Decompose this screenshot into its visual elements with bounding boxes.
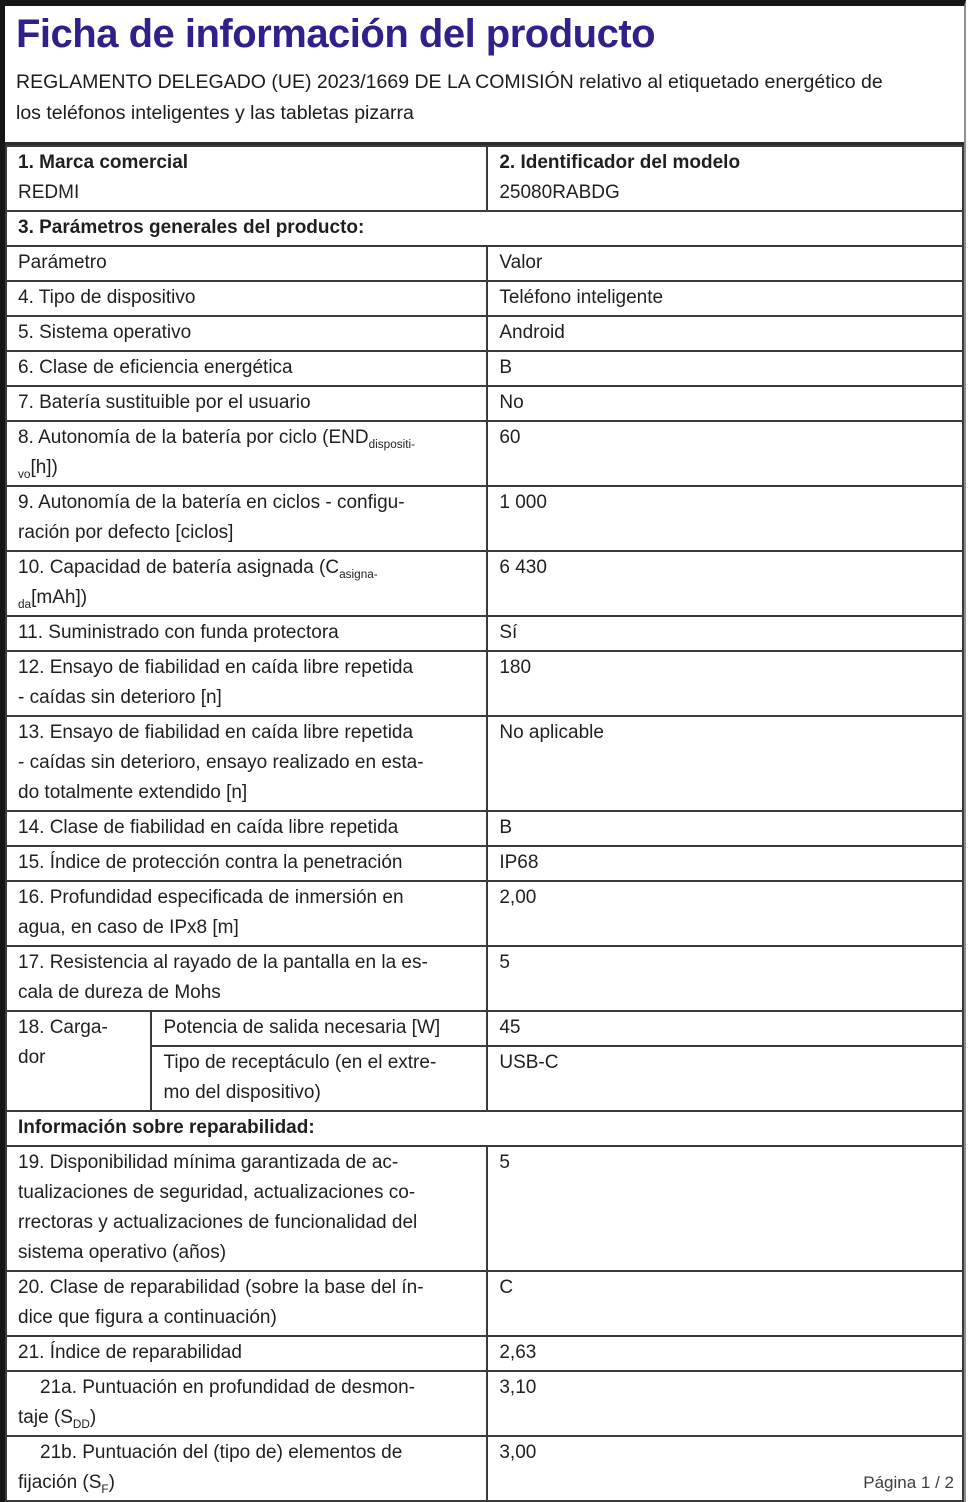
- subtitle-line-2: los teléfonos inteligentes y las tabletas pizarra: [16, 101, 414, 124]
- value-cell: B: [487, 811, 963, 846]
- subtitle-line-1: REGLAMENTO DELEGADO (UE) 2023/1669 DE LA COMISIÓN relativo al etiquetado energético de: [16, 70, 883, 93]
- table-row: [6, 211, 963, 246]
- value-cell: 3,10: [487, 1371, 963, 1436]
- value-cell: C: [487, 1271, 963, 1336]
- value-cell: Sí: [487, 616, 963, 651]
- value-cell: USB-C: [487, 1046, 963, 1111]
- table-row: [6, 651, 963, 716]
- table-row: [6, 146, 963, 211]
- table-row: [6, 616, 963, 651]
- table-row: [6, 716, 963, 811]
- parameter-cell: 16. Profundidad especificada de inmersión en agua, en caso de IPx8 [m]: [6, 881, 487, 946]
- value-cell: No aplicable: [487, 716, 963, 811]
- parameter-cell: Parámetro: [6, 246, 487, 281]
- parameter-cell: 21. Índice de reparabilidad: [6, 1336, 487, 1371]
- value-cell: Valor: [487, 246, 963, 281]
- value-cell: 2,63: [487, 1336, 963, 1371]
- parameter-cell: 19. Disponibilidad mínima garantizada de ac- tualizaciones de seguridad, actualizaciones co- rrectoras y actualizaciones de funcionalidad del sistema operativo (años): [6, 1146, 487, 1271]
- value-cell: IP68: [487, 846, 963, 881]
- parameter-cell: 6. Clase de eficiencia energética: [6, 351, 487, 386]
- parameter-cell: 5. Sistema operativo: [6, 316, 487, 351]
- page-number: Página 1 / 2: [863, 1473, 954, 1492]
- parameter-cell: 21a. Puntuación en profundidad de desmon- taje $(S_{DD})$: [6, 1371, 487, 1436]
- table-row: [6, 281, 963, 316]
- value-cell: 60: [487, 421, 963, 486]
- parameter-cell: 4. Tipo de dispositivo: [6, 281, 487, 316]
- value-cell: 6 430: [487, 551, 963, 616]
- parameter-cell: 7. Batería sustituible por el usuario: [6, 386, 487, 421]
- parameter-cell: 12. Ensayo de fiabilidad en caída libre repetida - caídas sin deterioro [n]: [6, 651, 487, 716]
- parameter-cell: 21b. Puntuación del (tipo de) elementos de fijación $(S_F)$: [6, 1436, 487, 1501]
- table-row: [6, 1111, 963, 1146]
- table-row: [6, 1011, 963, 1046]
- table-row: [6, 386, 963, 421]
- value-cell: 3,00: [487, 1436, 963, 1501]
- table-row: [6, 846, 963, 881]
- table-row: [6, 1146, 963, 1271]
- value-cell: 5: [487, 1146, 963, 1271]
- section-header-cell: 3. Parámetros generales del producto:: [6, 211, 963, 246]
- parameter-cell: 13. Ensayo de fiabilidad en caída libre repetida - caídas sin deterioro, ensayo realizado en esta- do totalmente extendido [n]: [6, 716, 487, 811]
- value-cell: 45: [487, 1011, 963, 1046]
- brand-cell: [487, 146, 963, 211]
- parameter-cell: 11. Suministrado con funda protectora: [6, 616, 487, 651]
- table-row: [6, 1371, 963, 1436]
- section-header-cell: Información sobre reparabilidad:: [6, 1111, 963, 1146]
- product-info-table-body: [6, 146, 963, 1501]
- table-row: [6, 881, 963, 946]
- table-row: [6, 351, 963, 386]
- value-cell: No: [487, 386, 963, 421]
- parameter-cell: 9. Autonomía de la batería en ciclos - configu- ración por defecto [ciclos]: [6, 486, 487, 551]
- product-info-table: [5, 145, 964, 1502]
- parameter-cell: 14. Clase de fiabilidad en caída libre repetida: [6, 811, 487, 846]
- parameter-cell: 10. Capacidad de batería asignada ($C_{asigna-}$ $_{da}$[mAh]): [6, 551, 487, 616]
- parameter-cell: 20. Clase de reparabilidad (sobre la base del ín- dice que figura a continuación): [6, 1271, 487, 1336]
- table-row: [6, 1336, 963, 1371]
- value-cell: 2,00: [487, 881, 963, 946]
- brand-cell-title: 1. Marca comercial: [18, 151, 189, 173]
- table-row: [6, 246, 963, 281]
- value-cell: 180: [487, 651, 963, 716]
- charger-group-cell: 18. Carga- dor: [6, 1011, 151, 1111]
- parameter-cell: 15. Índice de protección contra la penetración: [6, 846, 487, 881]
- table-row: [6, 1271, 963, 1336]
- value-cell: Teléfono inteligente: [487, 281, 963, 316]
- table-row: [6, 316, 963, 351]
- parameter-cell: 17. Resistencia al rayado de la pantalla en la es- cala de dureza de Mohs: [6, 946, 487, 1011]
- value-cell: 5: [487, 946, 963, 1011]
- table-row: [6, 811, 963, 846]
- table-row: [6, 946, 963, 1011]
- value-cell: 1 000: [487, 486, 963, 551]
- brand-cell: [6, 146, 487, 211]
- parameter-cell: Potencia de salida necesaria [W]: [151, 1011, 487, 1046]
- table-row: [6, 1436, 963, 1501]
- value-cell: Android: [487, 316, 963, 351]
- brand-cell-value: 25080RABDG: [499, 181, 620, 203]
- parameter-cell: 8. Autonomía de la batería por ciclo ($END_{dispositi-}$ $_{vo}$[h]): [6, 421, 487, 486]
- value-cell: B: [487, 351, 963, 386]
- page-title: Ficha de información del producto: [16, 12, 656, 56]
- page-subtitle: [16, 67, 950, 129]
- title-block: [5, 6, 964, 145]
- brand-cell-value: REDMI: [18, 181, 80, 203]
- table-row: [6, 486, 963, 551]
- table-row: [6, 551, 963, 616]
- table-row: [6, 421, 963, 486]
- brand-cell-title: 2. Identificador del modelo: [499, 151, 741, 173]
- parameter-cell: Tipo de receptáculo (en el extre- mo del dispositivo): [151, 1046, 487, 1111]
